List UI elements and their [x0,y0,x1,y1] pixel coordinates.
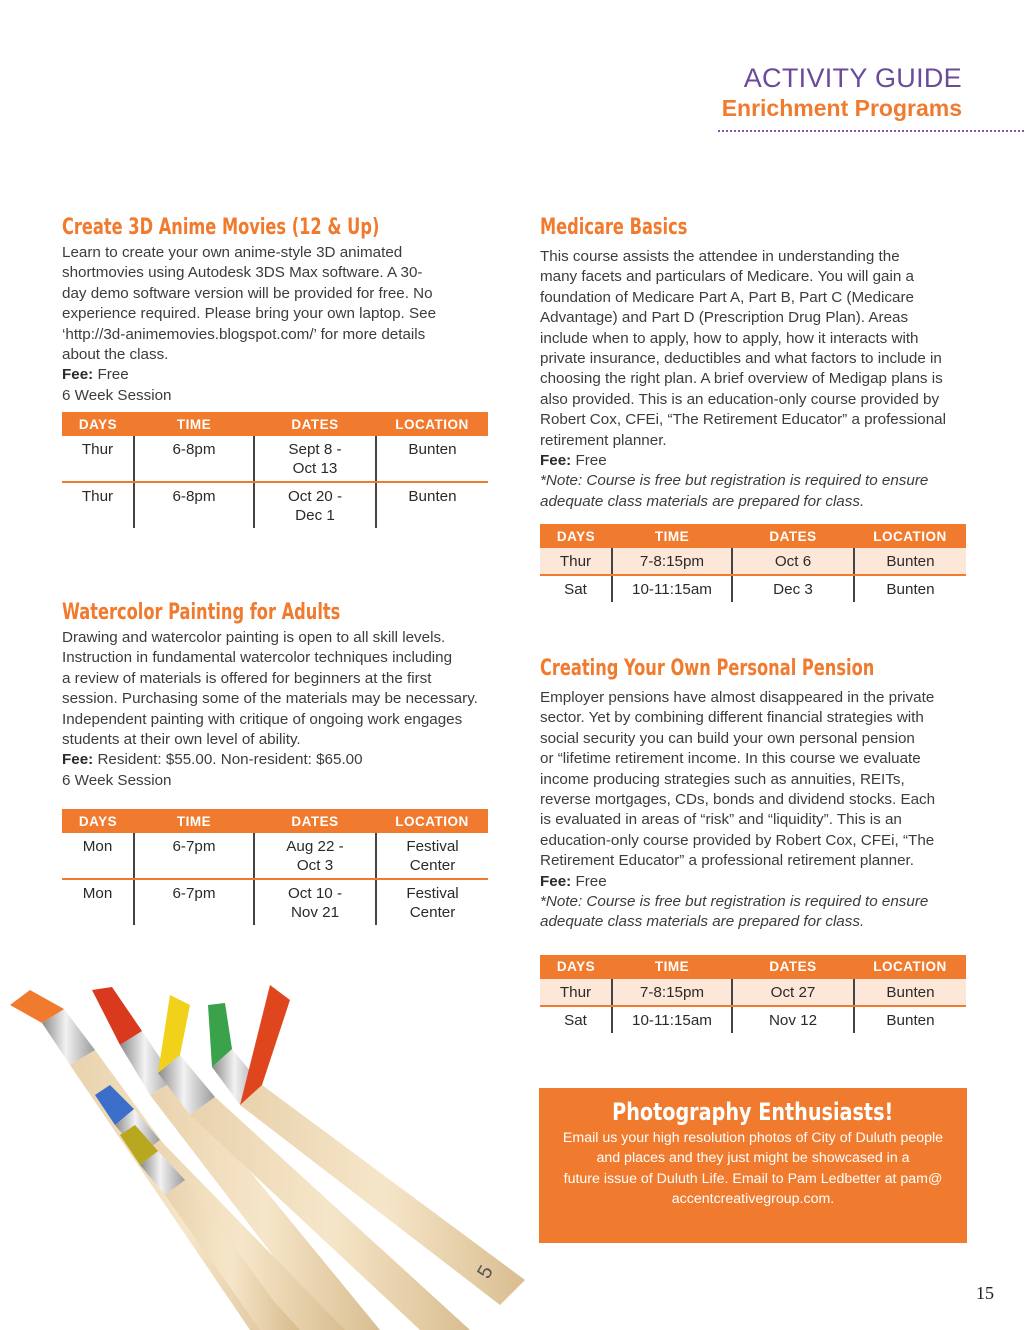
fee-line: Fee: Free [540,872,607,890]
brush-handles [70,1050,525,1330]
session-length: 6 Week Session [62,771,172,789]
table-header: DAYS TIME DATES LOCATION [540,524,966,548]
session-length: 6 Week Session [62,386,172,404]
table-header: DAYS TIME DATES LOCATION [540,955,966,979]
section-title: Medicare Basics [540,215,688,240]
table-row: Thur 6-8pm Sept 8 - Oct 13 Bunten [62,436,488,482]
registration-note: *Note: Course is free but registration is required to ensure [540,472,929,490]
section-description: Drawing and watercolor painting is open to all skill levels. Instruction in fundamental watercolor techniques including a review of materials is offered for beginners at the first session. Purchasing some of the materials may be necessary. Independent painting with critique of ongoing work engages students at their own level of ability. Fee: Resident: $55.00. Non-resident: $65.00 6 Week Session [62,628,492,791]
registration-note: *Note: Course is free but registration is required to ensure [540,893,929,911]
section-title: Creating Your Own Personal Pension [540,656,875,681]
table-row: Thur 7-8:15pm Oct 27 Bunten [540,979,966,1006]
section-description: Learn to create your own anime-style 3D animated shortmovies using Autodesk 3DS Max software. A 30- day demo software version will be provided for free. No experience required. Please bring your own laptop. See ‘http://3d-animemovies.blogspot.com/’ for more details about the class. Fee: Free 6 Week Session [62,243,492,406]
section-title: Watercolor Painting for Adults [62,600,341,625]
paint-brushes-image [0,975,540,1330]
header-divider [718,130,1024,132]
section-anime [62,213,492,528]
table-row: Sat 10-11:15am Nov 12 Bunten [540,1006,966,1033]
brush-number: 5 [473,1261,498,1283]
table-header: DAYS TIME DATES LOCATION [62,809,488,833]
schedule-table [62,412,488,528]
page-header [722,62,962,122]
header-program: Enrichment Programs [721,95,962,121]
registration-note: adequate class materials are prepared for class. [540,913,865,931]
table-header: DAYS TIME DATES LOCATION [62,412,488,436]
section-description: This course assists the attendee in understanding the many facets and particulars of Medicare. You will gain a foundation of Medicare Part A, Part B, Part C (Medicare Advantage) and Part D (Prescription Drug Plan). Areas include when to apply, how to apply, how it interacts with private insurance, deductibles and what factors to include in choosing the right plan. A brief overview of Medigap plans is also provided. This is an education-only course provided by Robert Cox, CFEi, “The Retirement Educator” a professional retirement planner. Fee: Free *Note: Course is free but registration is required to ensure adequate class materials are prepared for class. [540,247,970,512]
section-pension [540,654,970,1033]
table-row: Mon 6-7pm Aug 22 - Oct 3 Festival Center [62,833,488,879]
fee-line: Fee: Resident: $55.00. Non-resident: $65.00 [62,751,363,769]
promo-title: Photography Enthusiasts! [612,1098,894,1126]
table-row: Thur 6-8pm Oct 20 - Dec 1 Bunten [62,482,488,528]
table-row: Thur 7-8:15pm Oct 6 Bunten [540,548,966,575]
schedule-table [540,955,966,1033]
page-number: 15 [976,1283,994,1303]
section-title: Create 3D Anime Movies (12 & Up) [62,215,380,240]
section-watercolor [62,598,492,925]
registration-note: adequate class materials are prepared for class. [540,492,865,510]
header-guide: ACTIVITY GUIDE [743,63,962,93]
table-row: Sat 10-11:15am Dec 3 Bunten [540,575,966,602]
photography-promo [539,1088,967,1243]
section-medicare [540,213,970,602]
schedule-table [62,809,488,925]
fee-line: Fee: Free [62,366,129,384]
schedule-table [540,524,966,602]
table-row: Mon 6-7pm Oct 10 - Nov 21 Festival Center [62,879,488,925]
promo-text: Email us your high resolution photos of City of Duluth people and places and they just might be showcased in a future issue of Duluth Life. Email to Pam Ledbetter at pam@ accentcreativegroup.com. [562,1130,944,1208]
section-description: Employer pensions have almost disappeared in the private sector. Yet by combining different financial strategies with social security you can build your own personal pension or “lifetime retirement income. In this course we evaluate income producing strategies such as annuities, REITs, reverse mortgages, CDs, bonds and dividend stocks. Each is evaluated in areas of “risk” and “liquidity”. This is an education-only course provided by Robert Cox, CFEi, “The Retirement Educator” a professional retirement planner. Fee: Free *Note: Course is free but registration is required to ensure adequate class materials are prepared for class. [540,688,970,933]
fee-line: Fee: Free [540,452,607,470]
